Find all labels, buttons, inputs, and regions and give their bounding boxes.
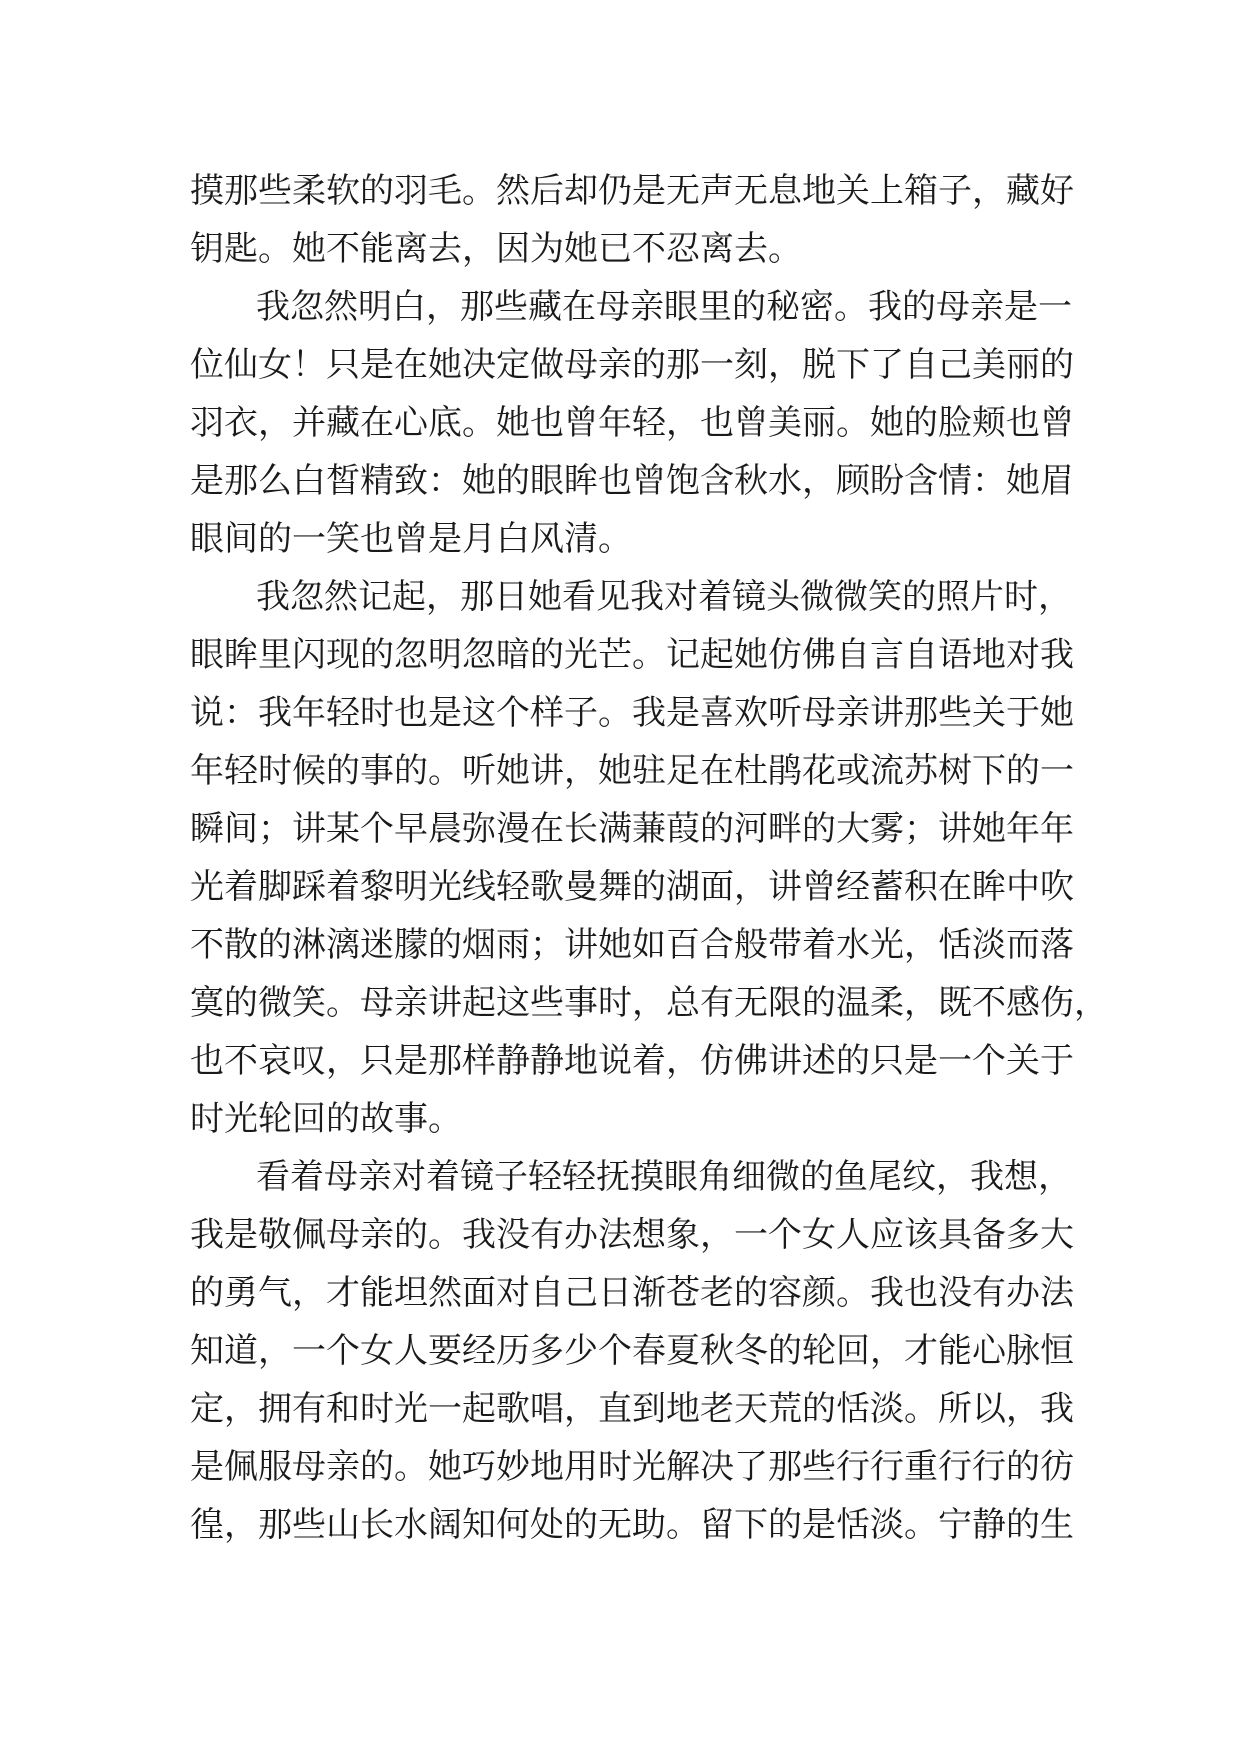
paragraph-start-line: 看着母亲对着镜子轻轻抚摸眼角细微的鱼尾纹，我想， <box>256 1157 1072 1197</box>
text-line: 的勇气，才能坦然面对自己日渐苍老的容颜。我也没有办法 <box>190 1273 1074 1313</box>
text-line: 钥匙。她不能离去，因为她已不忍离去。 <box>190 229 802 269</box>
paragraph-start-line: 我忽然记起，那日她看见我对着镜头微微笑的照片时， <box>256 577 1072 617</box>
text-line: 眼间的一笑也曾是月白风清。 <box>190 519 632 559</box>
text-line: 年轻时候的事的。听她讲，她驻足在杜鹃花或流苏树下的一 <box>190 751 1074 791</box>
text-line: 光着脚踩着黎明光线轻歌曼舞的湖面，讲曾经蓄积在眸中吹 <box>190 867 1074 907</box>
text-line: 位仙女！只是在她决定做母亲的那一刻，脱下了自己美丽的 <box>190 345 1074 385</box>
text-line: 定，拥有和时光一起歌唱，直到地老天荒的恬淡。所以，我 <box>190 1389 1074 1429</box>
text-line: 瞬间；讲某个早晨弥漫在长满蒹葭的河畔的大雾；讲她年年 <box>190 809 1074 849</box>
text-line: 不散的淋漓迷朦的烟雨；讲她如百合般带着水光，恬淡而落 <box>190 925 1074 965</box>
text-line: 是那么白皙精致：她的眼眸也曾饱含秋水，顾盼含情：她眉 <box>190 461 1074 501</box>
text-line: 摸那些柔软的羽毛。然后却仍是无声无息地关上箱子，藏好 <box>190 171 1074 211</box>
text-line: 说：我年轻时也是这个样子。我是喜欢听母亲讲那些关于她 <box>190 693 1074 733</box>
paragraph-start-line: 我忽然明白，那些藏在母亲眼里的秘密。我的母亲是一 <box>256 287 1072 327</box>
text-line: 我是敬佩母亲的。我没有办法想象，一个女人应该具备多大 <box>190 1215 1074 1255</box>
text-line: 寞的微笑。母亲讲起这些事时，总有无限的温柔，既不感伤， <box>190 983 1108 1023</box>
text-line: 是佩服母亲的。她巧妙地用时光解决了那些行行重行行的彷 <box>190 1447 1074 1487</box>
text-line: 羽衣，并藏在心底。她也曾年轻，也曾美丽。她的脸颊也曾 <box>190 403 1074 443</box>
text-line: 知道，一个女人要经历多少个春夏秋冬的轮回，才能心脉恒 <box>190 1331 1074 1371</box>
text-line: 徨，那些山长水阔知何处的无助。留下的是恬淡。宁静的生 <box>190 1505 1074 1545</box>
text-line: 也不哀叹，只是那样静静地说着，仿佛讲述的只是一个关于 <box>190 1041 1074 1081</box>
text-line: 时光轮回的故事。 <box>190 1099 462 1139</box>
text-line: 眼眸里闪现的忽明忽暗的光芒。记起她仿佛自言自语地对我 <box>190 635 1074 675</box>
